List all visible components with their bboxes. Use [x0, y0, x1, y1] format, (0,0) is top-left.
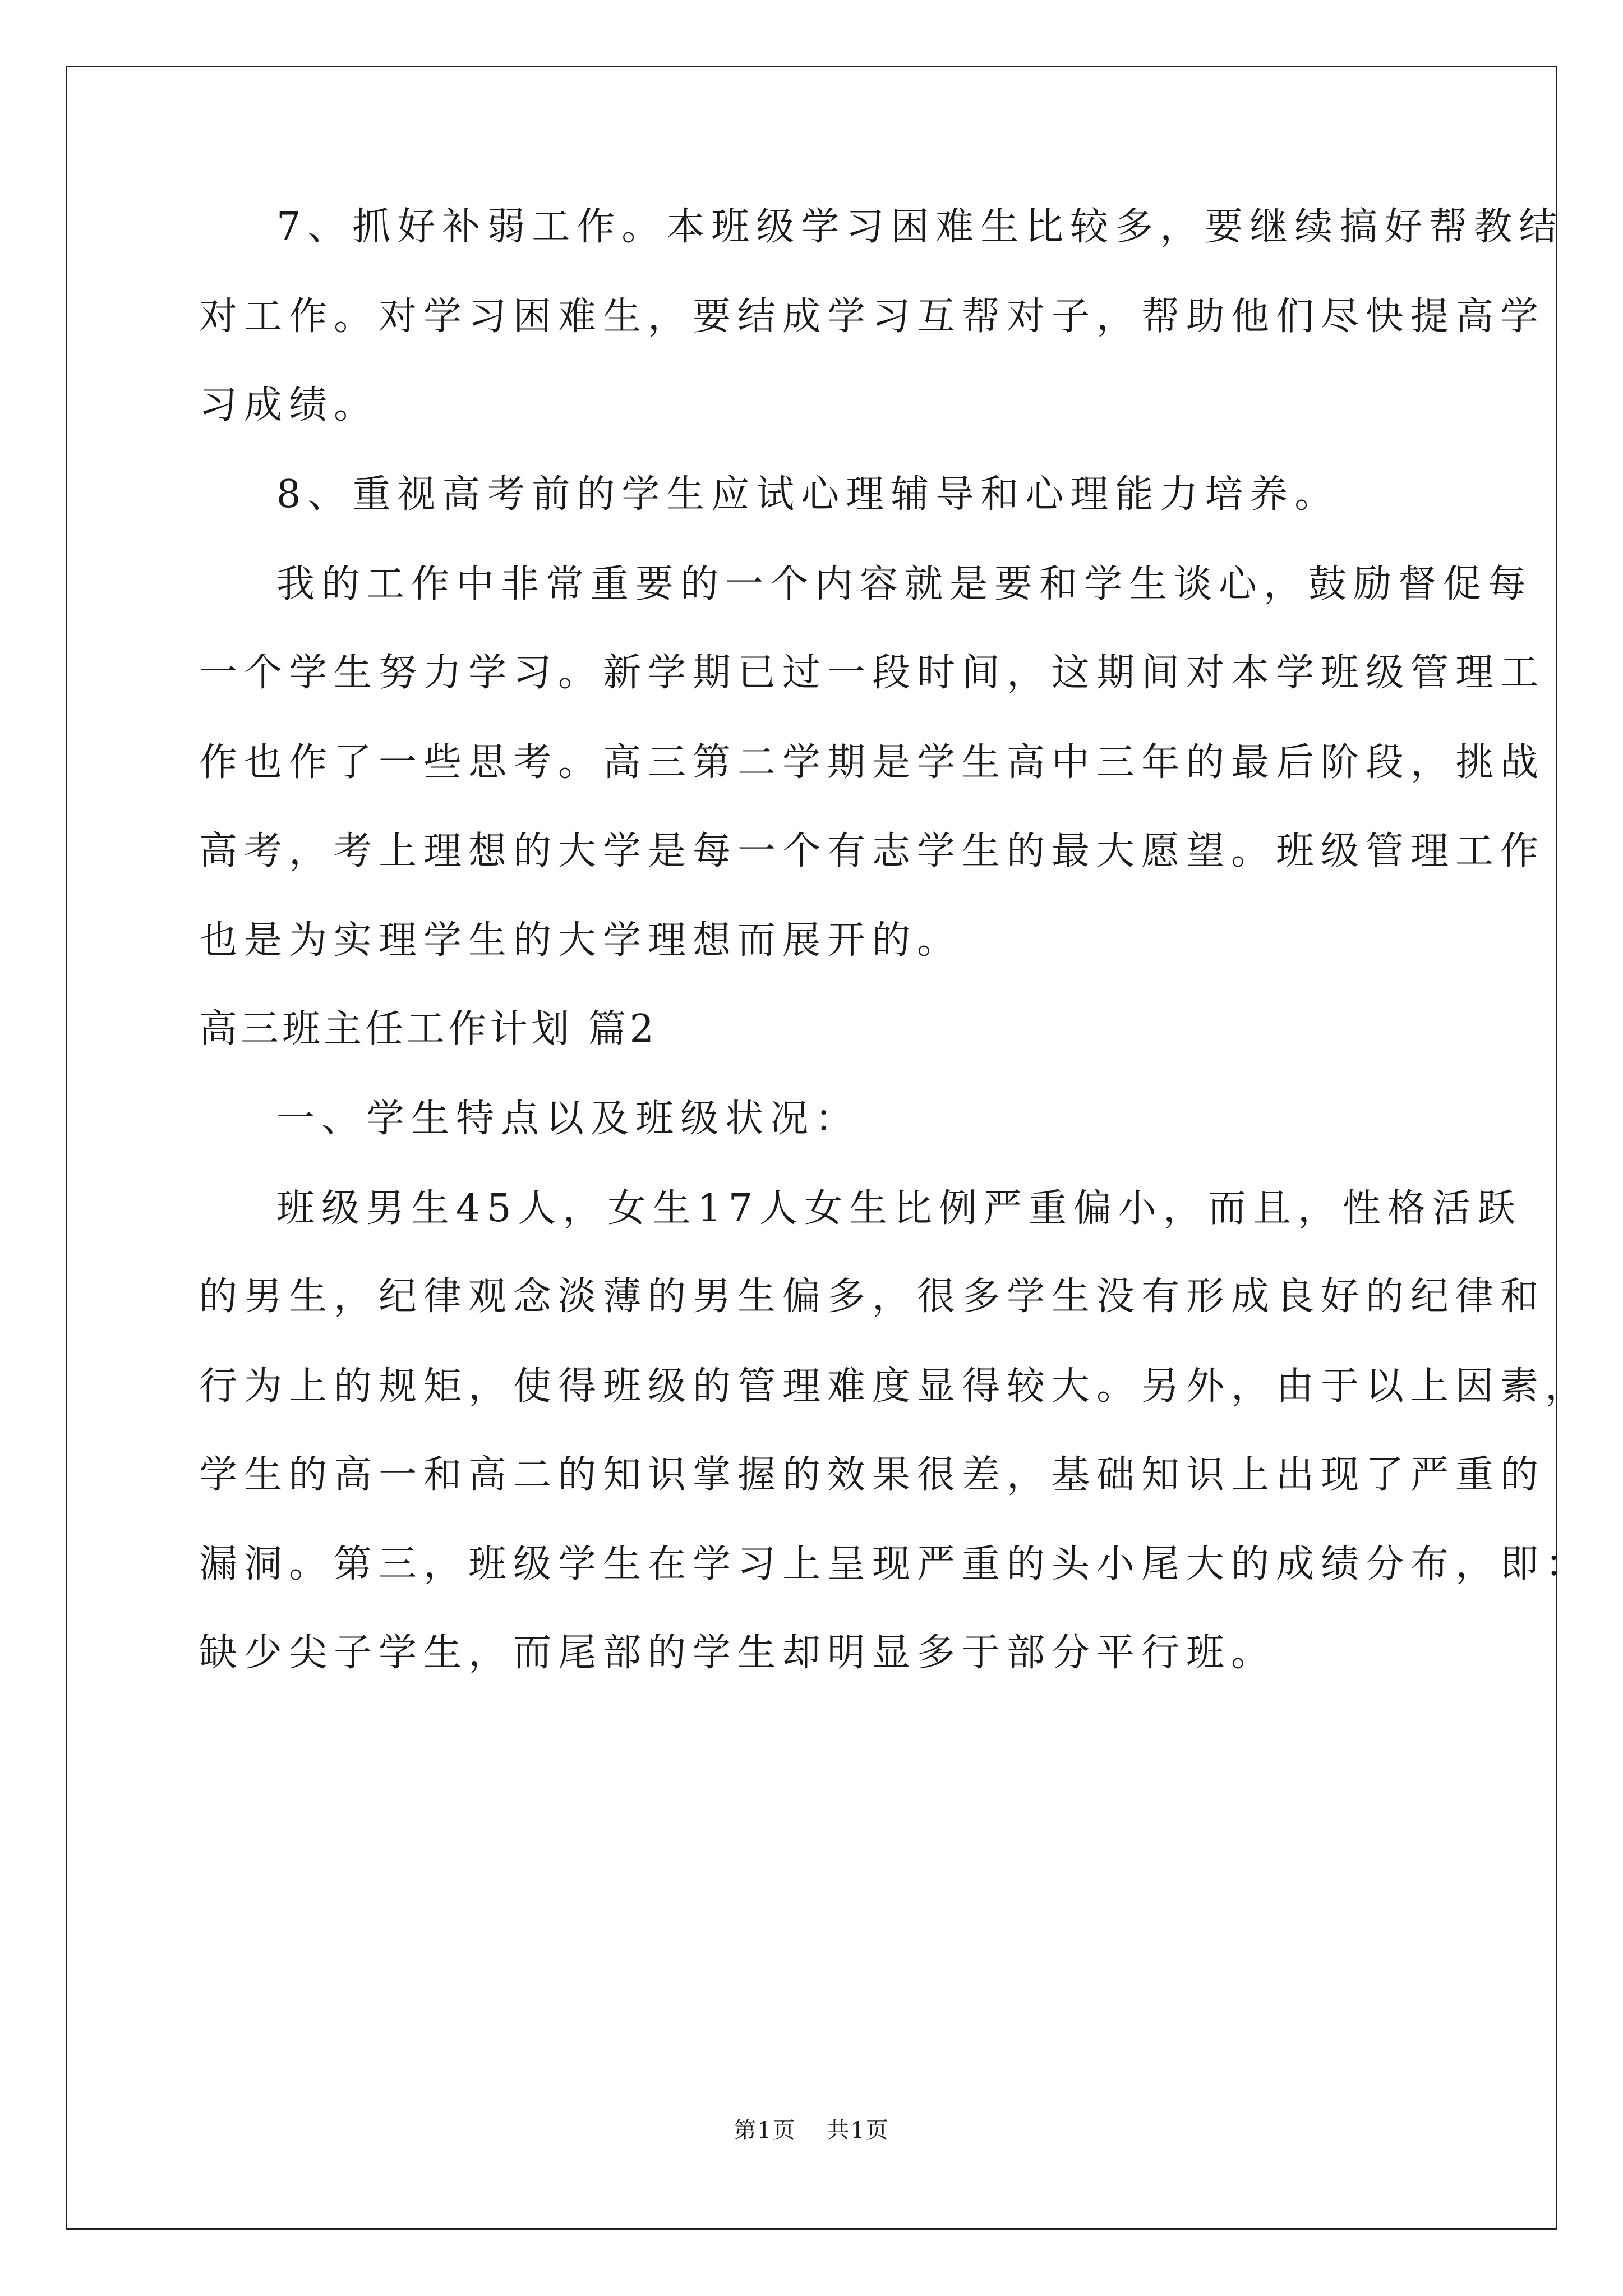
paragraph-line: 7、抓好补弱工作。本班级学习困难生比较多，要继续搞好帮教结: [276, 205, 1564, 249]
paragraph-line: 我的工作中非常重要的一个内容就是要和学生谈心，鼓励督促每: [276, 562, 1533, 606]
paragraph-line: 一个学生努力学习。新学期已过一段时间，这期间对本学班级管理工: [199, 651, 1546, 695]
section-heading: 高三班主任工作计划 篇2: [199, 1007, 657, 1051]
paragraph-line: 也是为实理学生的大学理想而展开的。: [199, 918, 962, 963]
paragraph-line: 的男生，纪律观念淡薄的男生偏多，很多学生没有形成良好的纪律和: [199, 1274, 1546, 1319]
paragraph-line: 习成绩。: [199, 383, 379, 427]
paragraph-line: 一、学生特点以及班级状况：: [276, 1097, 860, 1141]
paragraph-line: 学生的高一和高二的知识掌握的效果很差，基础知识上出现了严重的: [199, 1453, 1546, 1497]
paragraph-line: 作也作了一些思考。高三第二学期是学生高中三年的最后阶段，挑战: [199, 740, 1546, 785]
paragraph-line: 漏洞。第三，班级学生在学习上呈现严重的头小尾大的成绩分布，即：: [199, 1542, 1590, 1586]
page-footer: [0, 2114, 1623, 2147]
paragraph-line: 行为上的规矩，使得班级的管理难度显得较大。另外，由于以上因素，: [199, 1364, 1590, 1409]
paragraph-line: 缺少尖子学生，而尾部的学生却明显多于部分平行班。: [199, 1631, 1276, 1675]
paragraph-line: 班级男生45人，女生17人女生比例严重偏小，而且，性格活跃: [276, 1186, 1523, 1231]
paragraph-line: 对工作。对学习困难生，要结成学习互帮对子，帮助他们尽快提高学: [199, 295, 1546, 339]
page-total: 共1页: [827, 2118, 889, 2143]
paragraph-line: 8、重视高考前的学生应试心理辅导和心理能力培养。: [276, 472, 1340, 517]
paragraph-line: 高考，考上理想的大学是每一个有志学生的最大愿望。班级管理工作: [199, 829, 1546, 873]
page-number: 第1页: [734, 2118, 796, 2143]
